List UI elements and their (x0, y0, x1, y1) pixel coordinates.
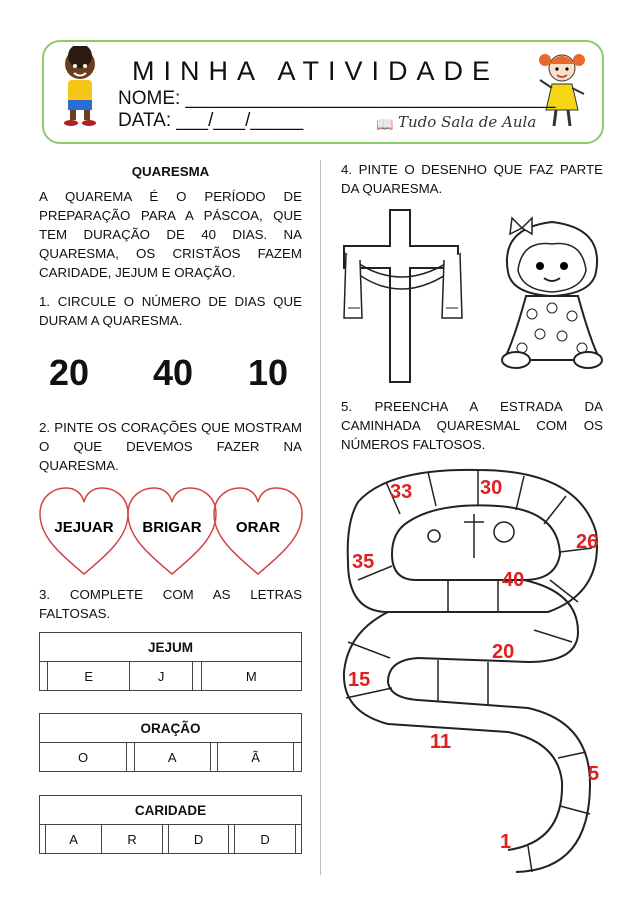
word-title: JEJUM (40, 633, 302, 662)
letter-cell: E (48, 662, 130, 691)
question-3: 3. COMPLETE COM AS LETRAS FALTOSAS. (39, 587, 302, 621)
road-number-15: 15 (348, 669, 371, 691)
word-title: ORAÇÃO (40, 714, 302, 743)
heart-brigar[interactable] (128, 488, 216, 574)
heart-label-orar: ORAR (235, 519, 281, 536)
word-table-jejum (39, 632, 302, 691)
road-number-11: 11 (430, 731, 452, 753)
doll-drawing[interactable] (496, 210, 608, 370)
question-1: 1. CIRCULE O NÚMERO DE DIAS QUE DURAM A QUARESMA. (39, 294, 302, 328)
column-divider (320, 160, 321, 875)
road-number-33: 33 (390, 481, 413, 503)
road-number-5: 5 (588, 763, 600, 785)
letter-cell: D (168, 825, 229, 854)
road-number-1: 1 (500, 831, 512, 853)
word-title: CARIDADE (40, 796, 302, 825)
number-option-10[interactable]: 10 (248, 352, 289, 393)
letter-cell[interactable] (40, 662, 48, 691)
heart-jejuar[interactable] (40, 488, 128, 574)
letter-cell[interactable] (127, 743, 135, 772)
question-5: 5. PREENCHA A ESTRADA DA CAMINHADA QUARESMAL COM OS NÚMEROS FALTOSOS. (341, 399, 603, 452)
boy-illustration (55, 46, 105, 128)
question-4: 4. PINTE O DESENHO QUE FAZ PARTE DA QUARESMA. (341, 162, 603, 196)
road-number-40: 40 (502, 569, 525, 591)
road-number-20: 20 (492, 641, 515, 663)
letter-cell: A (134, 743, 210, 772)
word-table-oracao (39, 713, 302, 772)
date-field-label: DATA: ___/___/_____ (118, 110, 304, 131)
road-number-35: 35 (352, 551, 375, 573)
letter-cell[interactable] (293, 743, 301, 772)
letter-cell[interactable] (193, 662, 201, 691)
word-table-caridade (39, 795, 302, 854)
road-number-30: 30 (480, 477, 503, 499)
number-option-40[interactable]: 40 (153, 352, 194, 393)
heart-label-jejuar: JEJUAR (54, 519, 114, 536)
intro-text: A QUAREMA É O PERÍODO DE PREPARAÇÃO PARA A PÁSCOA, QUE TEM DURAÇÃO DE 40 DIAS. NA QUARESMA, OS CRISTÃOS FAZEM CARIDADE, JEJUM E ORAÇÃO. (39, 189, 302, 280)
book-icon: 📖 (376, 116, 394, 132)
road-number-26: 26 (576, 531, 599, 553)
letter-cell: A (45, 825, 101, 854)
number-option-20[interactable]: 20 (49, 352, 90, 393)
section-heading: QUARESMA (131, 164, 210, 179)
nome-field-label: NOME: ___________________________________ (118, 88, 556, 109)
letter-cell[interactable] (295, 825, 301, 854)
brand-logo-text: Tudo Sala de Aula (398, 113, 537, 131)
letter-cell: Ã (218, 743, 294, 772)
letter-cell: O (40, 743, 127, 772)
question-2: 2. PINTE OS CORAÇÕES QUE MOSTRAM O QUE DEVEMOS FAZER NA QUARESMA. (39, 420, 302, 473)
heart-orar[interactable] (214, 488, 302, 574)
heart-label-brigar: BRIGAR (142, 519, 202, 536)
page-title: MINHA ATIVIDADE (132, 56, 500, 86)
letter-cell: M (201, 662, 301, 691)
letter-cell: D (235, 825, 296, 854)
cross-drawing[interactable] (340, 208, 470, 386)
hearts-group (38, 486, 306, 576)
lent-road (328, 462, 608, 877)
letter-cell: J (130, 662, 193, 691)
letter-cell[interactable] (210, 743, 218, 772)
letter-cell: R (102, 825, 163, 854)
